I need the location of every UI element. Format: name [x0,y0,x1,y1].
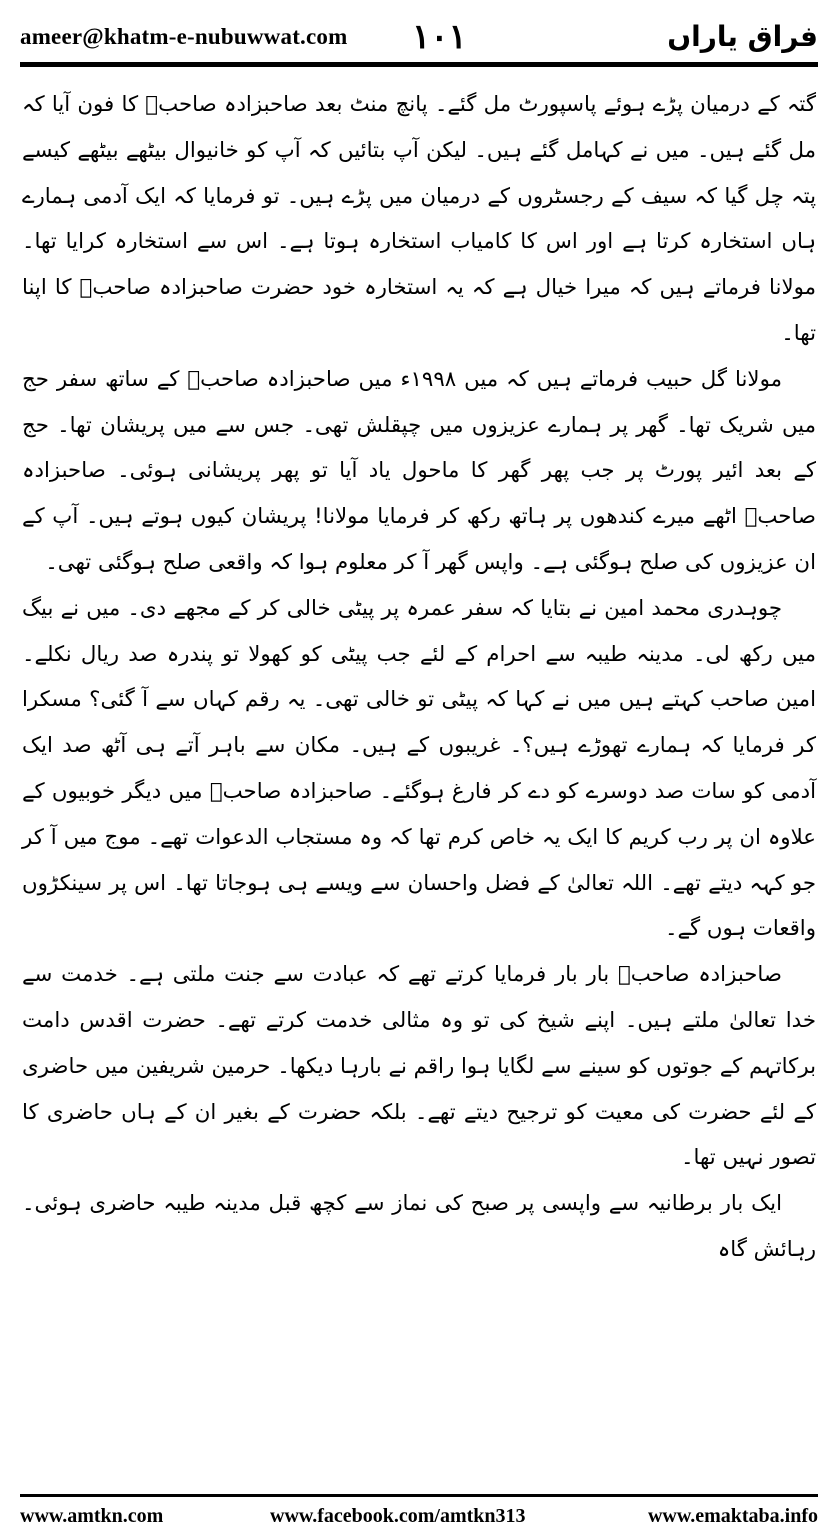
paragraph-3: چوہدری محمد امین نے بتایا کہ سفر عمرہ پر پیٹی خالی کر کے مجھے دی۔ میں نے بیگ میں رکھ لی۔ مدینہ طیبہ سے احرام کے لئے جب پیٹی کو کھولا تو پندرہ صد ریال نکلے۔ امین صاحب کہتے ہیں میں نے کہا کہ پیٹی تو خالی تھی۔ یہ رقم کہاں سے آ گئی؟ مسکرا کر فرمایا کہ ہمارے تھوڑے ہیں؟۔ غریبوں کے ہیں۔ مکان سے باہر آتے ہی آٹھ صد ایک آدمی کو سات صد دوسرے کو دے کر فارغ ہوگئے۔ صاحبزادہ صاحبؒ میں دیگر خوبیوں کے علاوہ ان پر رب کریم کا ایک یہ خاص کرم تھا کہ وہ مستجاب الدعوات تھے۔ موج میں آ کر جو کہہ دیتے تھے۔ اللہ تعالیٰ کے فضل واحسان سے ویسے ہی ہوجاتا تھا۔ اس پر سینکڑوں واقعات ہوں گے۔ [22,595,816,942]
header-rule [20,62,818,67]
paragraph-5: ایک بار برطانیہ سے واپسی پر صبح کی نماز سے کچھ قبل مدینہ طیبہ حاضری ہوئی۔ رہائش گاہ [22,1191,816,1262]
footer-link-amtkn: www.amtkn.com [20,1505,164,1527]
header-email: ameer@khatm-e-nubuwwat.com [20,24,348,49]
footer-link-facebook: www.facebook.com/amtkn313 [270,1505,526,1527]
footer-link-emaktaba: www.emaktaba.info [647,1505,818,1527]
page-footer [20,1505,818,1533]
paragraph-4: صاحبزادہ صاحبؒ بار بار فرمایا کرتے تھے کہ عبادت سے جنت ملتی ہے۔ خدمت سے خدا تعالیٰ ملتے ہیں۔ اپنے شیخ کی تو وہ مثالی خدمت کرتے تھے۔ حضرت اقدس دامت برکاتہم کے جوتوں کو سینے سے لگایا ہوا راقم نے بارہا دیکھا۔ حرمین شریفین میں حاضری کے لئے حضرت کی معیت کو ترجیح دیتے تھے۔ بلکہ حضرت کے بغیر ان کے ہاں حاضری کا تصور نہیں تھا۔ [22,962,816,1171]
paragraph-1: گتہ کے درمیان پڑے ہوئے پاسپورٹ مل گئے۔ پانچ منٹ بعد صاحبزادہ صاحبؒ کا فون آیا کہ مل گئے ہیں۔ میں نے کہامل گئے ہیں۔ لیکن آپ بتائیں کہ آپ کو خانیوال بیٹھے بیٹھے کیسے پتہ چل گیا کہ سیف کے رجسٹروں کے درمیان میں پڑے ہیں۔ تو فرمایا کہ ایک آدمی ہمارے ہاں استخارہ کرتا ہے اور اس کا کامیاب استخارہ ہوتا ہے۔ اس سے استخارہ کرایا تھا۔ مولانا فرماتے ہیں کہ میرا خیال ہے کہ یہ استخارہ خود حضرت صاحبزادہ صاحبؒ کا اپنا تھا۔ [22,92,816,346]
page-body [22,82,816,1482]
page-header [20,16,818,60]
footer-rule [20,1494,818,1497]
page-number: ۱۰۱ [412,17,467,57]
paragraph-2: مولانا گل حبیب فرماتے ہیں کہ میں ۱۹۹۸ء میں صاحبزادہ صاحبؒ کے ساتھ سفر حج میں شریک تھا۔ گھر پر ہمارے عزیزوں میں چپقلش تھی۔ جس سے میں پریشان تھا۔ حج کے بعد ائیر پورٹ پر جب پھر گھر کا ماحول یاد آیا تو پھر پریشانی ہوئی۔ صاحبزادہ صاحبؒ اٹھے میرے کندھوں پر ہاتھ رکھ کر فرمایا مولانا! پریشان کیوں ہوتے ہیں۔ آپ کے ان عزیزوں کی صلح ہوگئی ہے۔ واپس گھر آ کر معلوم ہوا کہ واقعی صلح ہوگئی تھی۔ [22,366,816,575]
book-title: فراق یاراں [667,20,818,53]
